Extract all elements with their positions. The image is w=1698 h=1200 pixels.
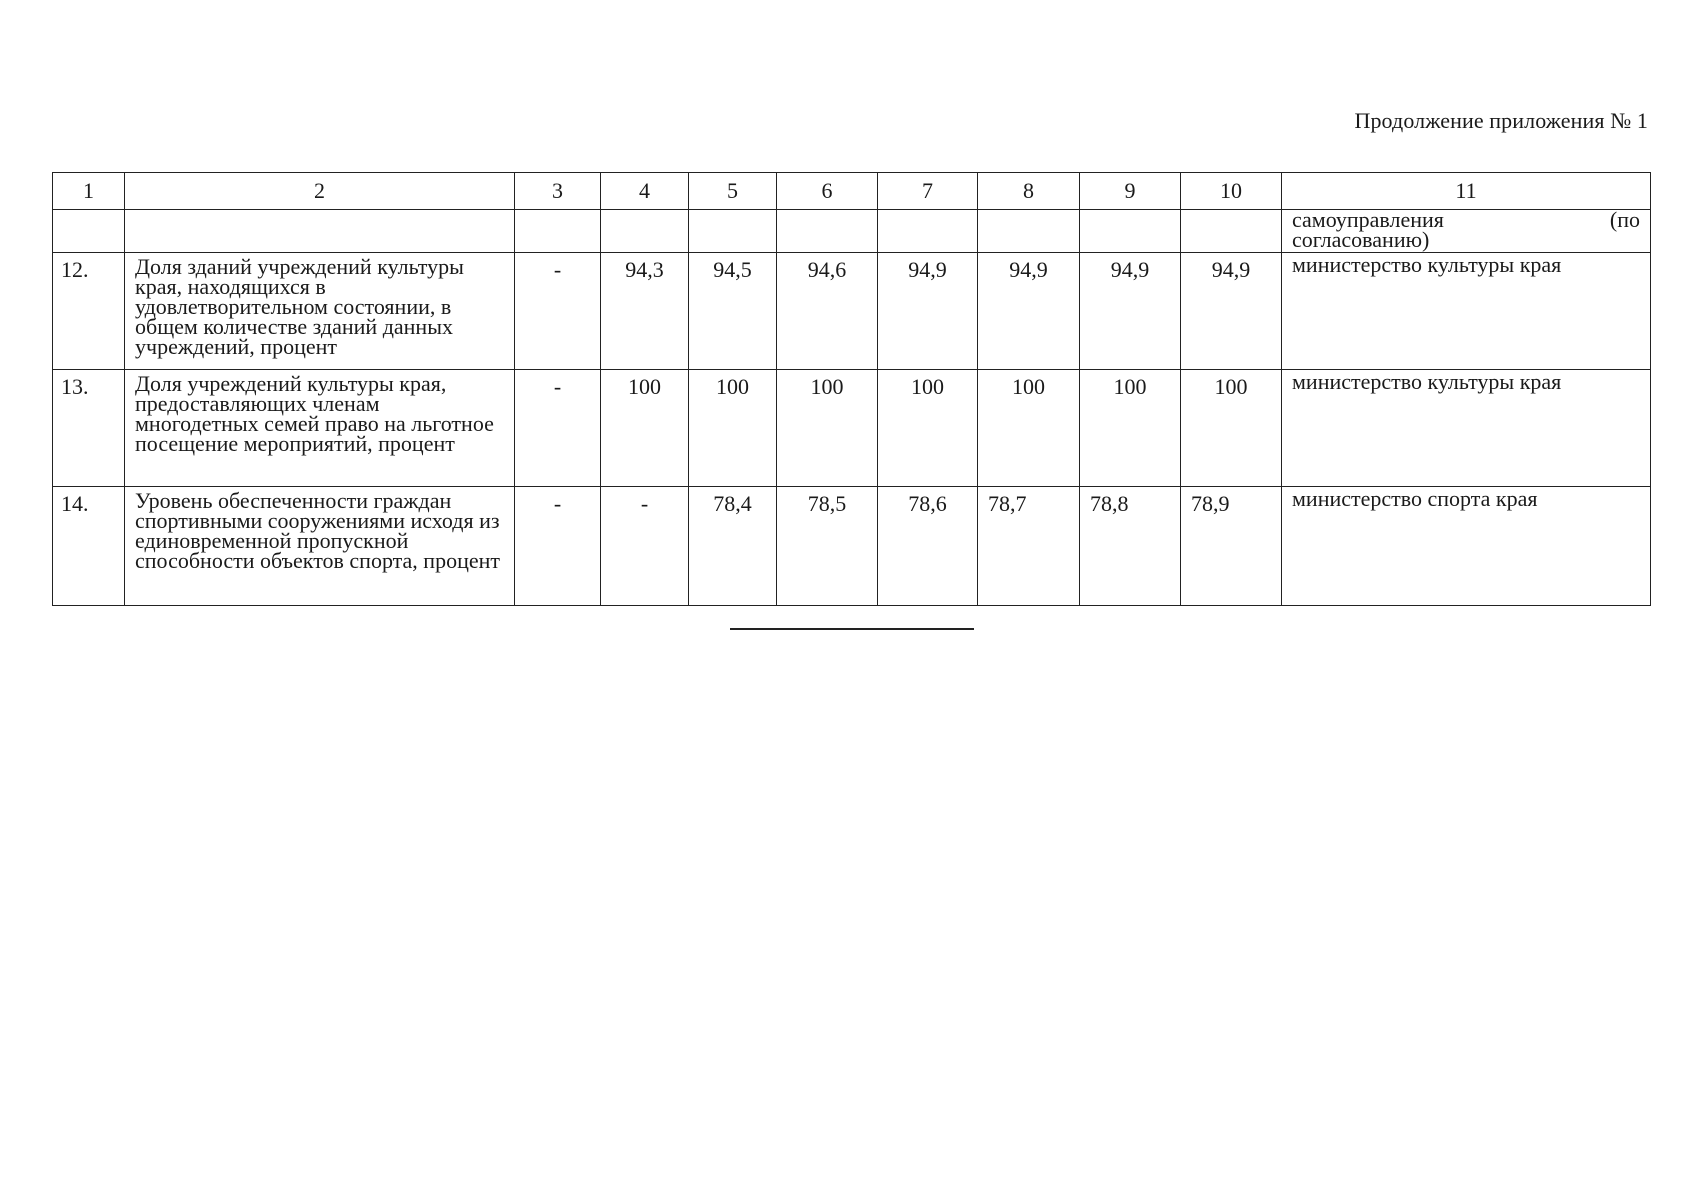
row-number: 13.	[53, 370, 125, 487]
column-number: 4	[601, 173, 689, 210]
value-cell: 100	[777, 370, 878, 487]
row-number: 14.	[53, 487, 125, 606]
column-number: 10	[1181, 173, 1282, 210]
column-number: 8	[978, 173, 1080, 210]
value-cell: -	[515, 487, 601, 606]
empty-cell	[878, 210, 978, 253]
indicators-table	[52, 172, 1651, 606]
column-number: 3	[515, 173, 601, 210]
value-cell: 78,7	[978, 487, 1080, 606]
empty-cell	[777, 210, 878, 253]
continued-text-line2: согласованию)	[1292, 227, 1430, 252]
value-cell: 78,6	[878, 487, 978, 606]
column-number-row	[53, 173, 1651, 210]
empty-cell	[978, 210, 1080, 253]
value-cell: -	[601, 487, 689, 606]
empty-cell	[1080, 210, 1181, 253]
column-number: 7	[878, 173, 978, 210]
executor-cell: министерство культуры края	[1282, 370, 1651, 487]
value-cell: -	[515, 370, 601, 487]
empty-cell	[515, 210, 601, 253]
appendix-continuation-note: Продолжение приложения № 1	[1354, 108, 1648, 133]
indicator-description: Доля учреждений культуры края, предоставляющих членам многодетных семей право на льготное посещение мероприятий, процент	[125, 370, 515, 487]
value-cell: 94,9	[878, 253, 978, 370]
continued-text-line1-right: (по	[1609, 207, 1640, 232]
column-number: 11	[1282, 173, 1651, 210]
value-cell: 100	[1181, 370, 1282, 487]
value-cell: 100	[1080, 370, 1181, 487]
value-cell: 78,9	[1181, 487, 1282, 606]
executor-cell: министерство спорта края	[1282, 487, 1651, 606]
executor-cell: министерство культуры края	[1282, 253, 1651, 370]
value-cell: 100	[878, 370, 978, 487]
empty-cell	[125, 210, 515, 253]
empty-cell	[53, 210, 125, 253]
value-cell: 94,9	[1181, 253, 1282, 370]
value-cell: 78,8	[1080, 487, 1181, 606]
value-cell: 94,5	[689, 253, 777, 370]
column-number: 5	[689, 173, 777, 210]
value-cell: 78,5	[777, 487, 878, 606]
table-row	[53, 370, 1651, 487]
indicator-description: Доля зданий учреждений культуры края, находящихся в удовлетворительном состоянии, в общем количестве зданий данных учреждений, процент	[125, 253, 515, 370]
continued-text-line1-left: самоуправления	[1292, 207, 1444, 232]
value-cell: -	[515, 253, 601, 370]
value-cell: 94,6	[777, 253, 878, 370]
column-number: 2	[125, 173, 515, 210]
value-cell: 94,9	[978, 253, 1080, 370]
end-of-table-rule	[730, 628, 974, 630]
value-cell: 100	[978, 370, 1080, 487]
table-row	[53, 487, 1651, 606]
value-cell: 94,9	[1080, 253, 1181, 370]
column-number: 9	[1080, 173, 1181, 210]
value-cell: 78,4	[689, 487, 777, 606]
value-cell: 94,3	[601, 253, 689, 370]
empty-cell	[689, 210, 777, 253]
value-cell: 100	[601, 370, 689, 487]
empty-cell	[1181, 210, 1282, 253]
continued-executor-cell	[1282, 207, 1651, 253]
column-number: 1	[53, 173, 125, 210]
continuation-row	[53, 210, 1651, 253]
table-row	[53, 253, 1651, 370]
value-cell: 100	[689, 370, 777, 487]
indicator-description: Уровень обеспеченности граждан спортивными сооружениями исходя из единовременной пропускной способности объектов спорта, процент	[125, 487, 515, 606]
row-number: 12.	[53, 253, 125, 370]
column-number: 6	[777, 173, 878, 210]
empty-cell	[601, 210, 689, 253]
